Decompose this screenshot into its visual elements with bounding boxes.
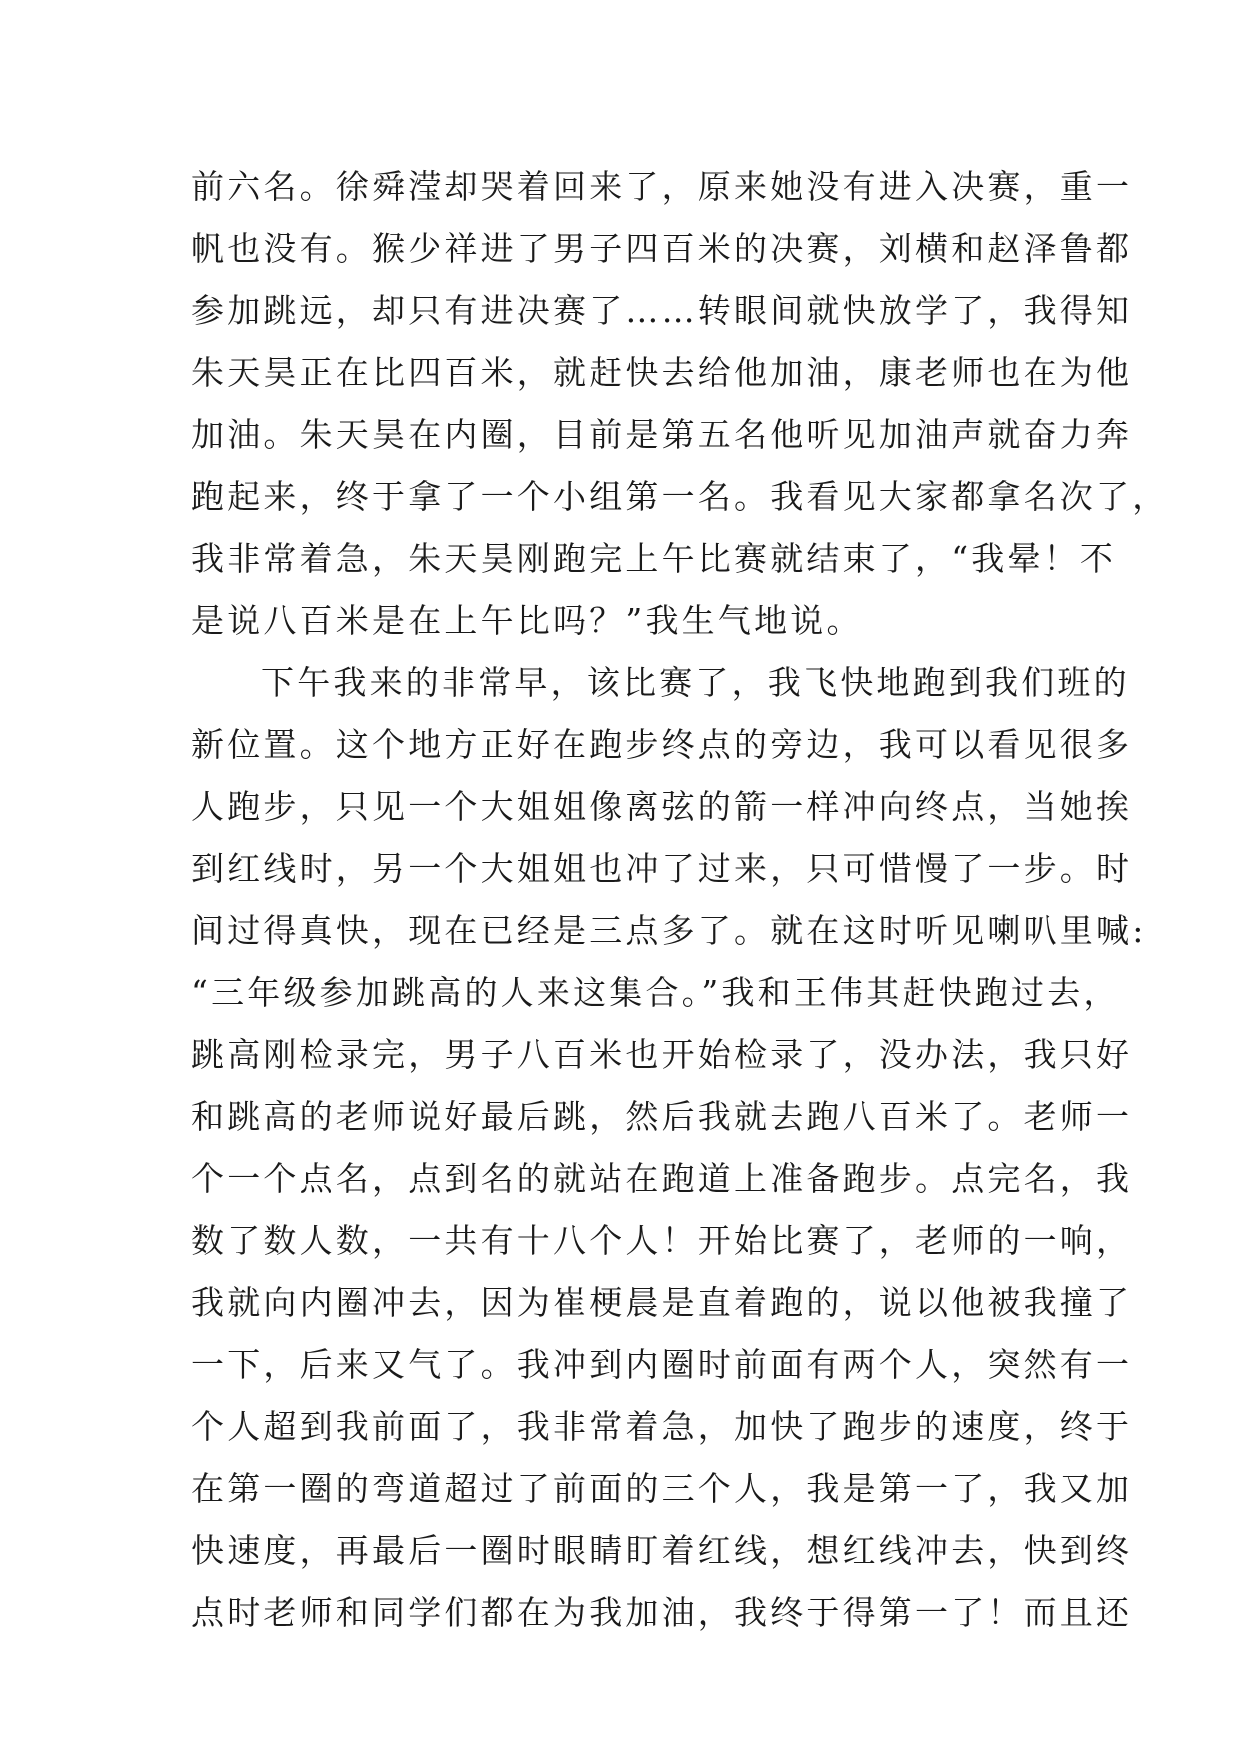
document-body	[191, 156, 1169, 1644]
text-line: 下午我来的非常早，该比赛了，我飞快地跑到我们班的	[261, 663, 1130, 702]
text-line: 新位置。这个地方正好在跑步终点的旁边，我可以看见很多	[191, 725, 1133, 764]
text-line: 前六名。徐舜滢却哭着回来了，原来她没有进入决赛，重一	[191, 167, 1133, 206]
text-line: 是说八百米是在上午比吗？”我生气地说。	[191, 601, 863, 640]
text-line: “三年级参加跳高的人来这集合。”我和王伟其赶快跑过去，	[191, 973, 1120, 1012]
text-line: 到红线时，另一个大姐姐也冲了过来，只可惜慢了一步。时	[191, 849, 1133, 888]
text-line: 间过得真快，现在已经是三点多了。就在这时听见喇叭里喊:	[191, 911, 1147, 950]
text-line: 人跑步，只见一个大姐姐像离弦的箭一样冲向终点，当她挨	[191, 787, 1133, 826]
text-line: 快速度，再最后一圈时眼睛盯着红线，想红线冲去，快到终	[191, 1531, 1133, 1570]
text-line: 一下，后来又气了。我冲到内圈时前面有两个人，突然有一	[191, 1345, 1133, 1384]
text-line: 个一个点名，点到名的就站在跑道上准备跑步。点完名，我	[191, 1159, 1133, 1198]
paragraph-2	[191, 652, 1147, 1644]
text-line: 在第一圈的弯道超过了前面的三个人，我是第一了，我又加	[191, 1469, 1133, 1508]
text-line: 参加跳远，却只有进决赛了……转眼间就快放学了，我得知	[191, 291, 1133, 330]
text-line: 个人超到我前面了，我非常着急，加快了跑步的速度，终于	[191, 1407, 1133, 1446]
text-line: 帆也没有。猴少祥进了男子四百米的决赛，刘横和赵泽鲁都	[191, 229, 1133, 268]
text-line: 跑起来，终于拿了一个小组第一名。我看见大家都拿名次了，	[191, 477, 1169, 516]
text-line: 加油。朱天昊在内圈，目前是第五名他听见加油声就奋力奔	[191, 415, 1133, 454]
text-line: 跳高刚检录完，男子八百米也开始检录了，没办法，我只好	[191, 1035, 1133, 1074]
text-line: 朱天昊正在比四百米，就赶快去给他加油，康老师也在为他	[191, 353, 1133, 392]
text-line: 点时老师和同学们都在为我加油，我终于得第一了！而且还	[191, 1593, 1133, 1632]
text-line: 数了数人数，一共有十八个人！开始比赛了，老师的一响，	[191, 1221, 1133, 1260]
text-line: 和跳高的老师说好最后跳，然后我就去跑八百米了。老师一	[191, 1097, 1133, 1136]
paragraph-1	[191, 156, 1169, 652]
text-line: 我就向内圈冲去，因为崔梗晨是直着跑的，说以他被我撞了	[191, 1283, 1133, 1322]
text-line: 我非常着急，朱天昊刚跑完上午比赛就结束了，“我晕！不	[191, 539, 1117, 578]
